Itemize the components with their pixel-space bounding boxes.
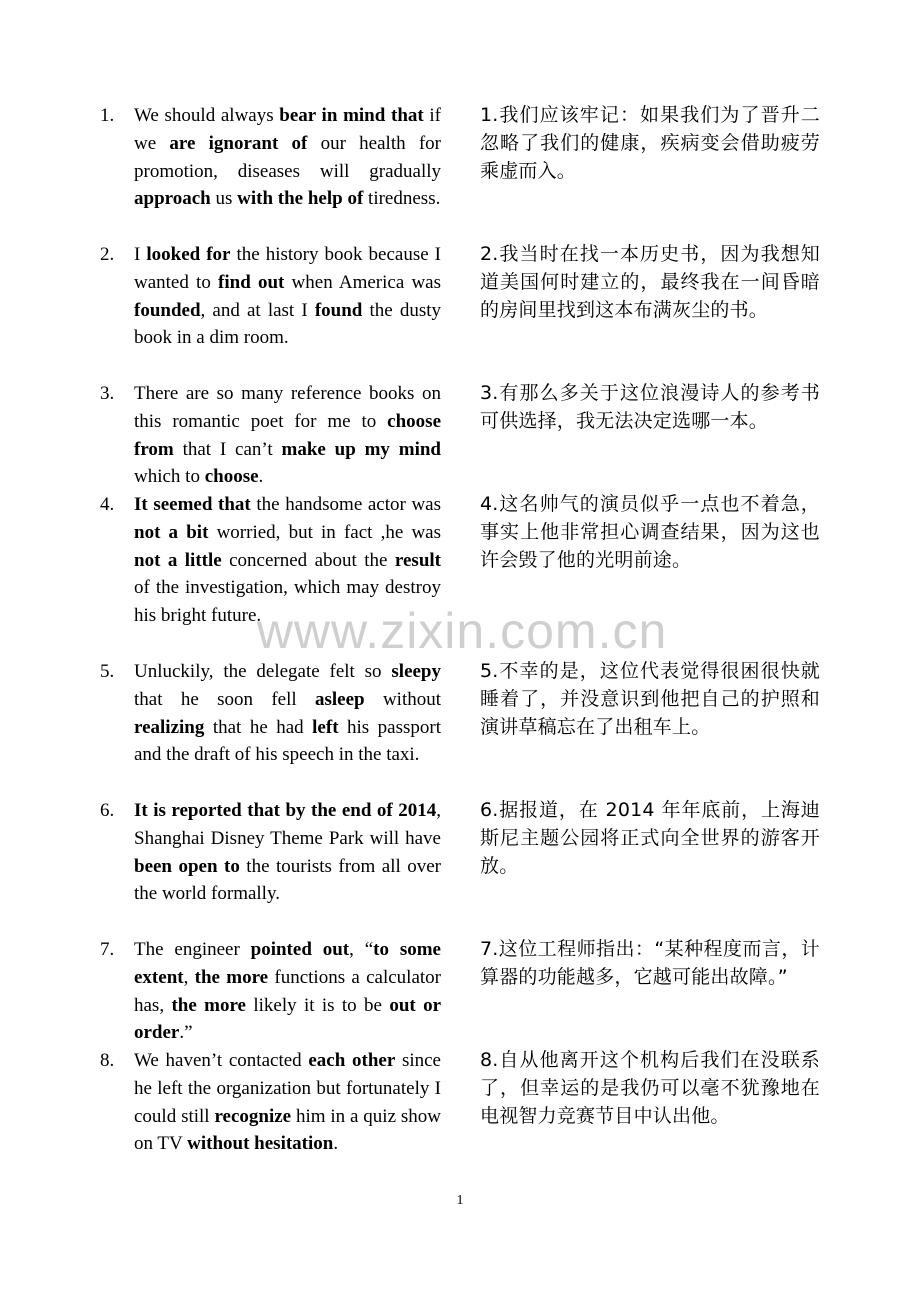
text-segment: which to [134,466,205,488]
text-segment: us [210,188,238,210]
bold-phrase: sleepy [391,661,441,682]
bold-phrase: asleep [315,688,365,710]
english-sentence [134,1047,441,1158]
bold-phrase: to some extent [134,939,441,988]
bold-phrase: not a bit [134,521,209,543]
bold-phrase: the more [171,994,246,1016]
text-segment: likely it is to be [245,994,390,1016]
chinese-translation: 8.自从他离开这个机构后我们在没联系了，但幸运的是我仍可以毫不犹豫地在电视智力竞赛节目中认出他。 [480,1049,820,1127]
text-segment: functions a calculator has, [134,966,442,1016]
item-number: 1. [100,105,115,126]
text-segment: the tourists from all over the world formally. [134,855,441,905]
text-segment: the dusty book in a dim room. [134,299,441,349]
text-segment: since he left the organization but fortunately I could still [134,1050,441,1127]
bold-phrase: It seemed that [134,494,251,515]
text-segment: the handsome actor was [250,494,441,515]
bold-phrase: not a little [134,549,222,571]
text-segment: that he soon fell [134,688,315,710]
text-segment: that I can’t [173,438,282,460]
bold-phrase: without hesitation [187,1133,334,1155]
item-number: 7. [100,939,115,960]
text-segment: The engineer [134,939,251,960]
page-number: 1 [456,1193,464,1208]
bold-phrase: found [314,299,363,321]
text-segment: that he had [204,716,313,738]
text-segment: of the investigation, which may destroy his bright future. [134,577,441,627]
bold-phrase: out or order [134,994,442,1044]
chinese-translation: 2.我当时在找一本历史书，因为我想知道美国何时建立的，最终我在一间昏暗的房间里找到这本布满灰尘的书。 [480,243,820,321]
chinese-translation: 5.不幸的是，这位代表觉得很困很快就睡着了，并没意识到他把自己的护照和演讲草稿忘在了出租车上。 [480,660,820,738]
bold-phrase: find out [218,271,285,293]
chinese-translation: 6.据报道，在 2014 年年底前，上海迪斯尼主题公园将正式向全世界的游客开放。 [480,799,820,877]
item-number: 4. [100,494,115,515]
bold-phrase: It is reported that by the end of 2014 [134,800,437,821]
bold-phrase: left [312,716,339,738]
english-sentence [134,936,441,1047]
bold-phrase: choose from [134,410,441,460]
chinese-translation: 7.这位工程师指出：“某种程度而言，计算器的功能越多，它越可能出故障。” [480,938,820,988]
text-segment: We should always [134,105,280,126]
english-sentence [134,797,441,908]
bold-phrase: recognize [214,1105,292,1127]
text-segment: if we [134,105,441,154]
chinese-translation: 4.这名帅气的演员似乎一点也不着急，事实上他非常担心调查结果，因为这也许会毁了他的光明前途。 [480,493,820,571]
text-segment: . [333,1133,339,1155]
bold-phrase: bear in mind that [279,105,424,126]
text-segment: Unluckily, the delegate felt so [134,661,392,682]
bold-phrase: are ignorant of [169,132,308,154]
text-segment: tiredness. [363,188,441,210]
item-number: 6. [100,800,115,821]
text-segment: I [134,244,147,265]
bold-phrase: the more [194,966,269,988]
watermark: www.zixin.com.cn [256,603,668,659]
bold-phrase: with the help of [237,188,364,210]
text-segment: . [258,466,264,488]
item-number: 2. [100,244,115,265]
english-sentence [134,658,441,769]
english-sentence [134,102,441,213]
bold-phrase: founded [134,299,201,321]
english-sentence [134,241,441,352]
text-segment: when America was [284,271,441,293]
item-number: 5. [100,661,115,682]
chinese-translation: 1.我们应该牢记：如果我们为了晋升二忽略了我们的健康，疾病变会借助疲劳乘虚而入。 [480,104,820,182]
text-segment: without [364,688,442,710]
bold-phrase: make up my mind [281,438,441,460]
bold-phrase: pointed out [250,939,350,960]
bold-phrase: each other [308,1050,396,1071]
text-segment: , “ [349,939,374,960]
text-segment: , [183,966,195,988]
text-segment: his passport and the draft of his speech in the taxi. [134,716,441,766]
text-segment: We haven’t contacted [134,1050,309,1071]
item-number: 8. [100,1050,115,1071]
text-segment: him in a quiz show on TV [134,1105,441,1155]
item-number: 3. [100,383,115,404]
text-segment: , Shanghai Disney Theme Park will have [134,800,441,849]
text-segment: worried, but in fact ,he was [208,521,441,543]
bold-phrase: choose [204,466,259,488]
bold-phrase: approach [134,188,211,210]
text-segment: There are so many reference books on this romantic poet for me to [134,383,441,432]
text-segment: the history book because I wanted to [134,244,441,293]
chinese-translation: 3.有那么多关于这位浪漫诗人的参考书可供选择，我无法决定选哪一本。 [480,382,820,432]
text-segment: , and at last I [200,299,315,321]
bold-phrase: realizing [134,716,205,738]
bold-phrase: looked for [146,244,231,265]
bold-phrase: been open to [134,855,240,877]
text-segment: concerned about the [221,549,395,571]
bold-phrase: result [394,549,441,571]
text-segment: our health for promotion, diseases will gradually [134,132,441,182]
text-segment: .” [179,1022,193,1044]
english-sentence [134,380,441,491]
